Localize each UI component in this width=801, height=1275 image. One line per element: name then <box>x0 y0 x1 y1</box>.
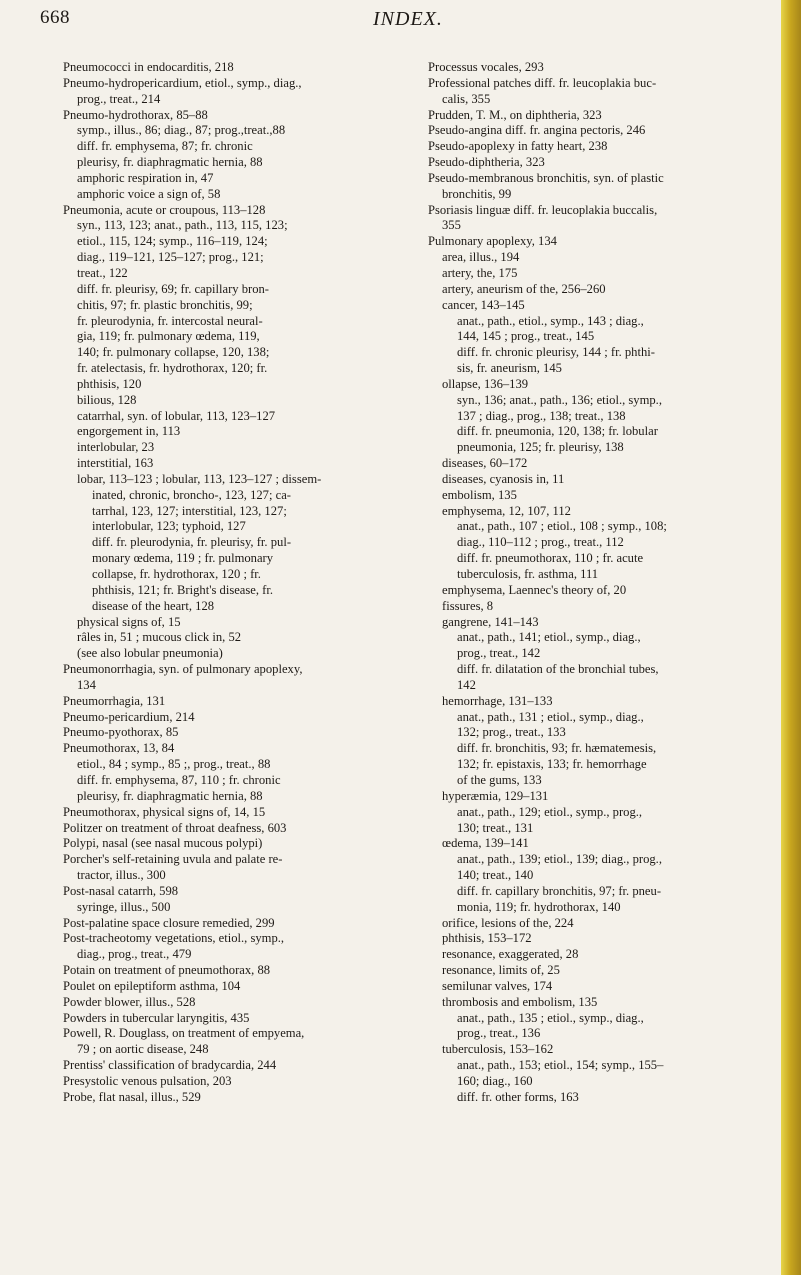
index-entry: diseases, 60–172 <box>442 456 528 471</box>
index-entry: tuberculosis, fr. asthma, 111 <box>457 567 599 581</box>
index-entry: Pseudo-membranous bronchitis, syn. of plastic <box>428 170 664 185</box>
index-entry: physical signs of, 15 <box>77 614 181 629</box>
running-head: INDEX. <box>373 8 443 30</box>
index-entry: fr. atelectasis, fr. hydrothorax, 120; fr. <box>77 361 268 376</box>
index-entry: Pneumorrhagia, 131 <box>63 693 166 708</box>
index-entry: 137 ; diag., prog., 138; treat., 138 <box>457 408 626 423</box>
index-entry: anat., path., 153; etiol., 154; symp., 155– <box>457 1058 664 1073</box>
index-entry: semilunar valves, 174 <box>442 978 553 993</box>
index-entry: catarrhal, syn. of lobular, 113, 123–127 <box>77 408 276 423</box>
index-entry: diff. fr. bronchitis, 93; fr. hæmatemesis, <box>457 741 657 756</box>
index-entry: diag., 119–121, 125–127; prog., 121; <box>77 250 264 265</box>
index-entry: tarrhal, 123, 127; interstitial, 123, 127; <box>92 503 287 518</box>
index-entry: fr. pleurodynia, fr. intercostal neural- <box>77 313 263 328</box>
index-entry: hemorrhage, 131–133 <box>442 693 553 708</box>
index-entry: of the gums, 133 <box>457 772 542 787</box>
index-entry: diff. fr. pneumonia, 120, 138; fr. lobular <box>457 424 658 439</box>
index-entry: Psoriasis linguæ diff. fr. leucoplakia buccalis, <box>428 202 658 217</box>
index-entry: etiol., 115, 124; symp., 116–119, 124; <box>77 234 268 249</box>
index-entry: gia, 119; fr. pulmonary œdema, 119, <box>77 329 260 344</box>
index-entry: Pneumo-pericardium, 214 <box>63 709 195 724</box>
index-entry: diff. fr. emphysema, 87, 110 ; fr. chronic <box>77 772 281 787</box>
index-entry: diff. fr. chronic pleurisy, 144 ; fr. phthi- <box>457 345 655 360</box>
index-entry: 79 ; on aortic disease, 248 <box>77 1042 209 1057</box>
index-entry: area, illus., 194 <box>442 250 520 265</box>
index-entry: syn., 113, 123; anat., path., 113, 115, 123; <box>77 218 288 233</box>
index-entry: calis, 355 <box>442 91 491 106</box>
page-edge-strip <box>781 0 801 1275</box>
index-entry: engorgement in, 113 <box>77 424 181 439</box>
index-entry: Porcher's self-retaining uvula and palate re- <box>63 852 283 867</box>
index-entry: Polypi, nasal (see nasal mucous polypi) <box>63 836 263 851</box>
index-entry: disease of the heart, 128 <box>92 598 215 613</box>
index-entry: anat., path., 131 ; etiol., symp., diag., <box>457 709 644 724</box>
index-entry: Prentiss' classification of bradycardia, 244 <box>63 1058 277 1073</box>
index-entry: Pseudo-angina diff. fr. angina pectoris, 246 <box>428 123 646 138</box>
index-column-right <box>428 60 778 1106</box>
index-entry: phthisis, 153–172 <box>442 931 532 946</box>
index-entry: Pulmonary apoplexy, 134 <box>428 234 557 249</box>
index-entry: diff. fr. other forms, 163 <box>457 1089 579 1104</box>
index-entry: thrombosis and embolism, 135 <box>442 994 598 1009</box>
index-entry: amphoric voice a sign of, 58 <box>77 186 221 201</box>
index-entry: anat., path., etiol., symp., 143 ; diag., <box>457 313 644 328</box>
index-entry: interstitial, 163 <box>77 456 154 471</box>
index-entry: 140; fr. pulmonary collapse, 120, 138; <box>77 345 270 360</box>
index-entry: 132; fr. epistaxis, 133; fr. hemorrhage <box>457 757 647 772</box>
index-entry: 134 <box>77 677 96 692</box>
index-entry: emphysema, 12, 107, 112 <box>442 503 571 518</box>
index-entry: 130; treat., 131 <box>457 820 534 835</box>
index-entry: Pneumo-pyothorax, 85 <box>63 725 179 740</box>
index-entry: diff. fr. capillary bronchitis, 97; fr. pneu- <box>457 883 662 898</box>
index-entry: diff. fr. pleurisy, 69; fr. capillary bron- <box>77 281 270 296</box>
index-entry: Pneumonia, acute or croupous, 113–128 <box>63 202 266 217</box>
index-entry: gangrene, 141–143 <box>442 614 539 629</box>
index-entry: cancer, 143–145 <box>442 297 525 312</box>
index-entry: embolism, 135 <box>442 487 517 502</box>
index-entry: Processus vocales, 293 <box>428 60 544 74</box>
index-entry: tuberculosis, 153–162 <box>442 1042 554 1057</box>
index-entry: interlobular, 23 <box>77 440 155 455</box>
index-entry: diseases, cyanosis in, 11 <box>442 471 565 486</box>
index-entry: diag., 110–112 ; prog., treat., 112 <box>457 535 624 550</box>
page-number: 668 <box>40 7 70 28</box>
index-entry: Powders in tubercular laryngitis, 435 <box>63 1010 250 1025</box>
index-entry: diff. fr. emphysema, 87; fr. chronic <box>77 139 253 154</box>
index-entry: Pneumococci in endocarditis, 218 <box>63 60 234 74</box>
index-entry: fissures, 8 <box>442 598 494 613</box>
index-entry: 144, 145 ; prog., treat., 145 <box>457 329 595 344</box>
index-entry: artery, the, 175 <box>442 265 518 280</box>
index-entry: Presystolic venous pulsation, 203 <box>63 1074 232 1088</box>
index-entry: 160; diag., 160 <box>457 1074 533 1088</box>
index-entry: Probe, flat nasal, illus., 529 <box>63 1089 201 1104</box>
index-entry: ollapse, 136–139 <box>442 376 529 391</box>
index-entry: anat., path., 107 ; etiol., 108 ; symp., 108; <box>457 519 667 534</box>
index-entry: interlobular, 123; typhoid, 127 <box>92 519 246 534</box>
index-entry: Pneumonorrhagia, syn. of pulmonary apoplexy, <box>63 662 303 677</box>
index-entry: anat., path., 135 ; etiol., symp., diag., <box>457 1010 644 1025</box>
index-entry: Politzer on treatment of throat deafness, 603 <box>63 820 287 835</box>
index-entry: (see also lobular pneumonia) <box>77 646 223 661</box>
index-entry: pleurisy, fr. diaphragmatic hernia, 88 <box>77 788 263 803</box>
index-entry: 142 <box>457 677 476 692</box>
index-entry: pleurisy, fr. diaphragmatic hernia, 88 <box>77 155 263 170</box>
index-entry: diff. fr. pleurodynia, fr. pleurisy, fr. pul- <box>92 535 292 550</box>
index-entry: Prudden, T. M., on diphtheria, 323 <box>428 107 602 122</box>
index-entry: tractor, illus., 300 <box>77 868 166 883</box>
index-entry: Pseudo-diphtheria, 323 <box>428 155 545 170</box>
index-entry: resonance, limits of, 25 <box>442 963 560 978</box>
index-entry: treat., 122 <box>77 265 128 280</box>
index-entry: Pneumo-hydropericardium, etiol., symp., diag., <box>63 75 302 90</box>
index-entry: œdema, 139–141 <box>442 836 529 851</box>
index-entry: Pneumothorax, physical signs of, 14, 15 <box>63 804 266 819</box>
index-entry: 132; prog., treat., 133 <box>457 725 566 740</box>
index-entry: symp., illus., 86; diag., 87; prog.,treat.,88 <box>77 123 286 138</box>
index-entry: collapse, fr. hydrothorax, 120 ; fr. <box>92 567 261 581</box>
index-entry: syringe, illus., 500 <box>77 899 171 914</box>
index-entry: phthisis, 120 <box>77 376 142 391</box>
index-entry: resonance, exaggerated, 28 <box>442 947 579 962</box>
index-entry: monary œdema, 119 ; fr. pulmonary <box>92 551 274 566</box>
index-entry: artery, aneurism of the, 256–260 <box>442 281 606 296</box>
index-entry: emphysema, Laennec's theory of, 20 <box>442 582 627 597</box>
index-entry: chitis, 97; fr. plastic bronchitis, 99; <box>77 297 253 312</box>
index-entry: Pneumothorax, 13, 84 <box>63 741 175 756</box>
index-entry: diff. fr. dilatation of the bronchial tubes, <box>457 662 659 677</box>
index-entry: Post-palatine space closure remedied, 299 <box>63 915 275 930</box>
index-entry: diff. fr. pneumothorax, 110 ; fr. acute <box>457 551 644 566</box>
index-entry: inated, chronic, broncho-, 123, 127; ca- <box>92 487 291 502</box>
index-entry: prog., treat., 214 <box>77 91 161 106</box>
index-entry: Potain on treatment of pneumothorax, 88 <box>63 963 271 978</box>
index-entry: râles in, 51 ; mucous click in, 52 <box>77 630 242 645</box>
index-entry: Pneumo-hydrothorax, 85–88 <box>63 107 208 122</box>
index-entry: amphoric respiration in, 47 <box>77 170 214 185</box>
index-entry: lobar, 113–123 ; lobular, 113, 123–127 ; dissem- <box>77 471 322 486</box>
index-entry: etiol., 84 ; symp., 85 ;, prog., treat., 88 <box>77 757 271 772</box>
index-entry: Professional patches diff. fr. leucoplakia buc- <box>428 75 657 90</box>
index-entry: Powell, R. Douglass, on treatment of empyema, <box>63 1026 305 1041</box>
index-entry: Pseudo-apoplexy in fatty heart, 238 <box>428 139 608 154</box>
index-entry: bronchitis, 99 <box>442 186 512 201</box>
index-entry: orifice, lesions of the, 224 <box>442 915 574 930</box>
index-entry: anat., path., 139; etiol., 139; diag., prog., <box>457 852 662 867</box>
index-entry: bilious, 128 <box>77 392 137 407</box>
index-entry: anat., path., 141; etiol., symp., diag., <box>457 630 641 645</box>
index-entry: 140; treat., 140 <box>457 868 534 883</box>
index-entry: prog., treat., 142 <box>457 646 541 661</box>
index-entry: Poulet on epileptiform asthma, 104 <box>63 978 241 993</box>
index-entry: Post-tracheotomy vegetations, etiol., symp., <box>63 931 285 946</box>
index-entry: syn., 136; anat., path., 136; etiol., symp., <box>457 392 662 407</box>
index-entry: Powder blower, illus., 528 <box>63 994 196 1009</box>
index-entry: hyperæmia, 129–131 <box>442 788 549 803</box>
index-entry: monia, 119; fr. hydrothorax, 140 <box>457 899 621 914</box>
index-entry: pneumonia, 125; fr. pleurisy, 138 <box>457 440 624 455</box>
index-entry: diag., prog., treat., 479 <box>77 947 192 962</box>
index-entry: 355 <box>442 218 461 233</box>
index-entry: prog., treat., 136 <box>457 1026 541 1041</box>
index-entry: Post-nasal catarrh, 598 <box>63 883 179 898</box>
index-entry: sis, fr. aneurism, 145 <box>457 361 562 376</box>
index-column-left <box>63 60 393 1106</box>
index-entry: anat., path., 129; etiol., symp., prog., <box>457 804 643 819</box>
index-entry: phthisis, 121; fr. Bright's disease, fr. <box>92 582 274 597</box>
